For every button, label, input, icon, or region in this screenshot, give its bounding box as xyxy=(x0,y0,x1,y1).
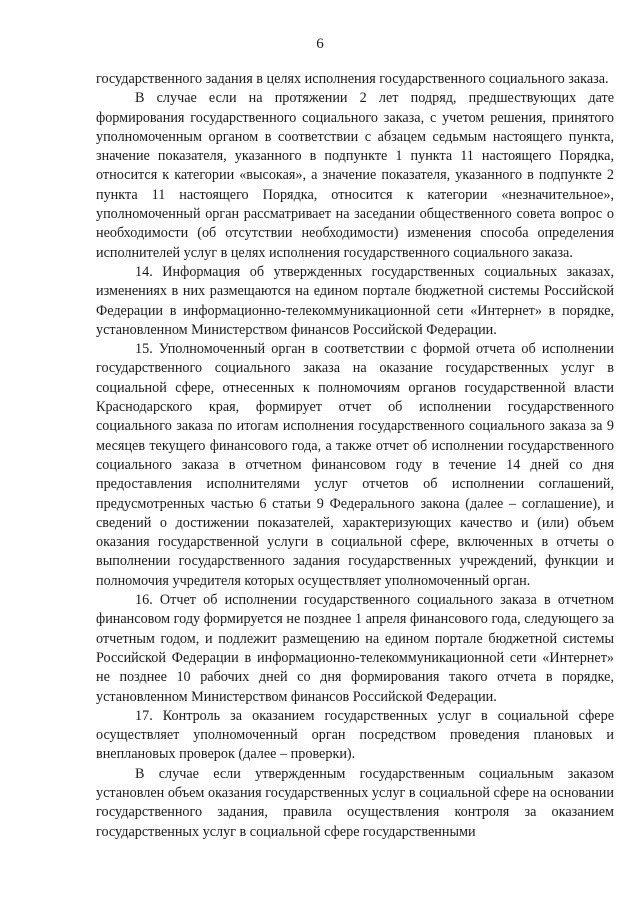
paragraph: государственного задания в целях исполнения государственного социального заказа. xyxy=(96,71,609,87)
page-number: 6 xyxy=(316,36,324,52)
document-body xyxy=(96,70,614,842)
paragraph: 16. Отчет об исполнении государственного социального заказа в отчетном финансовом году формируется не позднее 1 апреля финансового года, следующего за отчетным годом, и подлежит размещению на едином портале бюджетной системы Российской Федерации в информационно-телекоммуникационной сети «Интернет» не позднее 10 рабочих дней со дня формирования такого отчета в порядке, установленном Министерством финансов Российской Федерации. xyxy=(96,592,614,705)
paragraph: В случае если утвержденным государственным социальным заказом установлен объем оказания государственных услуг в социальной сфере на основании государственного задания, правила осуществления контроля за оказанием государственных услуг в социальной сфере государственными xyxy=(96,765,614,840)
paragraph: 17. Контроль за оказанием государственных услуг в социальной сфере осуществляет уполномоченный орган посредством проведения плановых и внеплановых проверок (далее – проверки). xyxy=(96,707,614,763)
paragraph: 14. Информация об утвержденных государственных социальных заказах, изменениях в них размещаются на едином портале бюджетной системы Российской Федерации в информационно-телекоммуникационной сети «Интернет» в порядке, установленном Министерством финансов Российской Федерации. xyxy=(96,263,614,338)
paragraph: В случае если на протяжении 2 лет подряд, предшествующих дате формирования государственного социального заказа, с учетом решения, принятого уполномоченным органом в соответствии с абзацем седьмым настоящего пункта, значение показателя, указанного в подпункте 1 пункта 11 настоящего Порядка, относится к категории «высокая», а значение показателя, указанного в подпункте 2 пункта 11 настоящего Порядка, относится к категории «незначительное», уполномоченный орган рассматривает на заседании общественного совета вопрос о необходимости (об отсутствии необходимости) изменения способа определения исполнителей услуг в целях исполнения государственного социального заказа. xyxy=(96,90,614,261)
paragraph: 15. Уполномоченный орган в соответствии с формой отчета об исполнении государственного социального заказа на оказание государственных услуг в социальной сфере, отнесенных к полномочиям органов государственной власти Краснодарского края, формирует отчет об исполнении государственного социального заказа по итогам исполнения государственного социального заказа за 9 месяцев текущего финансового года, а также отчет об исполнении государственного социального заказа в отчетном финансовом году в течение 14 дней со дня предоставления исполнителями услуг отчетов об исполнении соглашений, предусмотренных частью 6 статьи 9 Федерального закона (далее – соглашение), и сведений о достижении показателей, характеризующих качество и (или) объем оказания государственной услуги в социальной сфере, включенных в отчеты о выполнении государственного задания государственных учреждений, функции и полномочия учредителя которых осуществляет уполномоченный орган. xyxy=(96,341,614,589)
